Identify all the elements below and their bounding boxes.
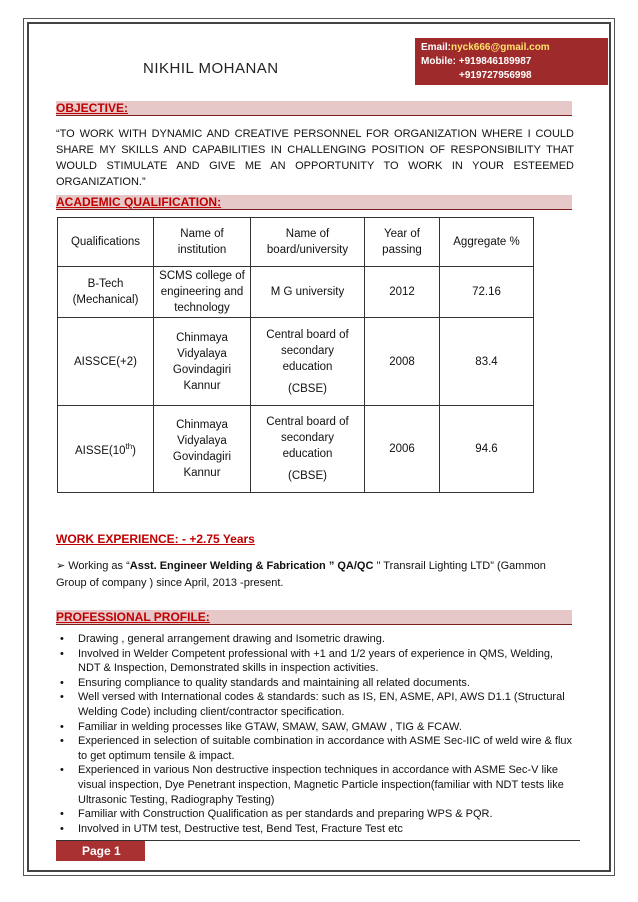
professional-profile-heading: PROFESSIONAL PROFILE: xyxy=(56,610,572,625)
board-name: Central board of secondary education xyxy=(266,416,349,460)
objective-text: “TO WORK WITH DYNAMIC AND CREATIVE PERSONNEL FOR ORGANIZATION WHERE I COULD SHARE MY SKILLS AND CAPABILITIES IN CHALLENGING POSITION OF RESPONSIBILITY THAT WOULD STIMULATE AND GIVE ME AN OPPORTUNITY TO WORK IN YOUR ESTEEMED ORGANIZATION.” xyxy=(56,128,574,188)
mobile-label: Mobile: xyxy=(421,56,456,67)
table-row xyxy=(58,267,534,318)
cell-year: 2008 xyxy=(365,318,440,406)
table-row xyxy=(58,318,534,406)
cell-aggregate: 83.4 xyxy=(440,318,534,406)
cell-institution: Chinmaya Vidyalaya Govindagiri Kannur xyxy=(154,406,251,493)
bullet-icon: • xyxy=(60,633,64,645)
cell-board xyxy=(251,406,365,493)
profile-list xyxy=(56,632,576,836)
contact-box xyxy=(415,38,608,85)
bullet-icon: • xyxy=(60,764,64,777)
cell-year: 2012 xyxy=(365,267,440,318)
list-item: • Familiar with Construction Qualification as per standards and preparing WPS & PQR. xyxy=(60,808,493,821)
mobile-number-2: +919727956998 xyxy=(459,70,532,81)
list-item: • Involved in Welder Competent professional with +1 and 1/2 years of experience in QMS, Welding, NDT & Inspection, Demonstrated skills in inspection activities. xyxy=(60,647,553,675)
cell-institution: SCMS college of engineering and technology xyxy=(154,267,251,318)
col-header-aggregate: Aggregate % xyxy=(440,218,534,267)
objective-heading: OBJECTIVE: xyxy=(56,101,572,116)
candidate-name: NIKHIL MOHANAN xyxy=(143,60,279,77)
email-label: Email: xyxy=(421,42,452,53)
cell-qualification: AISSCE(+2) xyxy=(58,318,154,406)
bullet-icon: • xyxy=(60,676,64,689)
board-name: Central board of secondary education xyxy=(266,328,349,373)
cell-year: 2006 xyxy=(365,406,440,493)
work-experience-heading: WORK EXPERIENCE: - +2.75 Years xyxy=(56,532,255,546)
cell-qualification: AISSE(10th) xyxy=(58,406,154,493)
col-header-year: Year of passing xyxy=(365,218,440,267)
email-value[interactable]: nyck666@gmail.com xyxy=(451,42,550,53)
col-header-qualifications: Qualifications xyxy=(58,218,154,267)
list-item: • Familiar in welding processes like GTAW, SMAW, SAW, GMAW , TIG & FCAW. xyxy=(60,720,462,733)
list-item: • Ensuring compliance to quality standards and maintaining all related documents. xyxy=(60,676,470,689)
board-abbrev: (CBSE) xyxy=(288,470,327,482)
bullet-icon: • xyxy=(60,720,64,733)
cell-institution: Chinmaya Vidyalaya Govindagiri Kannur xyxy=(154,318,251,406)
bullet-icon: • xyxy=(60,735,64,748)
list-item: • Experienced in various Non destructive inspection techniques in accordance with ASME Sec-V like visual inspection, Dye Penetrant inspection, Magnetic Particle inspection(familiar with NDT tests like Ultrasonic Testing, Radiography Testing) xyxy=(60,764,564,806)
arrow-bullet-icon: ➢ xyxy=(56,560,66,572)
work-experience-entry: ➢ Working as “Asst. Engineer Welding & Fabrication ” QA/QC " Transrail Lighting LTD” (Gammon Group of company ) since April, 2013 -present. xyxy=(56,560,546,589)
cell-aggregate: 94.6 xyxy=(440,406,534,493)
bullet-icon: • xyxy=(60,691,64,704)
mobile-number-1: +919846189987 xyxy=(458,56,532,67)
list-item: • Well versed with International codes & standards: such as IS, EN, ASME, API, AWS D1.1 (Structural Welding Code) including client/contractor specification. xyxy=(60,691,565,718)
academic-table xyxy=(57,217,534,493)
table-header-row xyxy=(58,218,534,267)
cell-aggregate: 72.16 xyxy=(440,267,534,318)
cell-board xyxy=(251,318,365,406)
table-row xyxy=(58,406,534,493)
cell-board: M G university xyxy=(251,267,365,318)
bullet-icon: • xyxy=(60,808,64,821)
board-abbrev: (CBSE) xyxy=(288,382,327,395)
cell-qualification: B-Tech (Mechanical) xyxy=(58,267,154,318)
page-number: Page 1 xyxy=(56,841,145,861)
job-title: Asst. Engineer Welding & Fabrication ” QA/QC xyxy=(129,560,374,572)
bullet-icon: • xyxy=(60,822,64,835)
bullet-icon: • xyxy=(60,647,64,660)
list-item: • Involved in UTM test, Destructive test, Bend Test, Fracture Test etc xyxy=(60,822,403,835)
academic-heading: ACADEMIC QUALIFICATION: xyxy=(56,195,572,210)
list-item: • Experienced in selection of suitable combination in accordance with ASME Sec-IIC of weld wire & flux to get optimum tensile & impact. xyxy=(60,735,573,762)
list-item: • Drawing , general arrangement drawing and Isometric drawing. xyxy=(60,633,385,645)
col-header-board: Name of board/university xyxy=(251,218,365,267)
col-header-institution: Name of institution xyxy=(154,218,251,267)
